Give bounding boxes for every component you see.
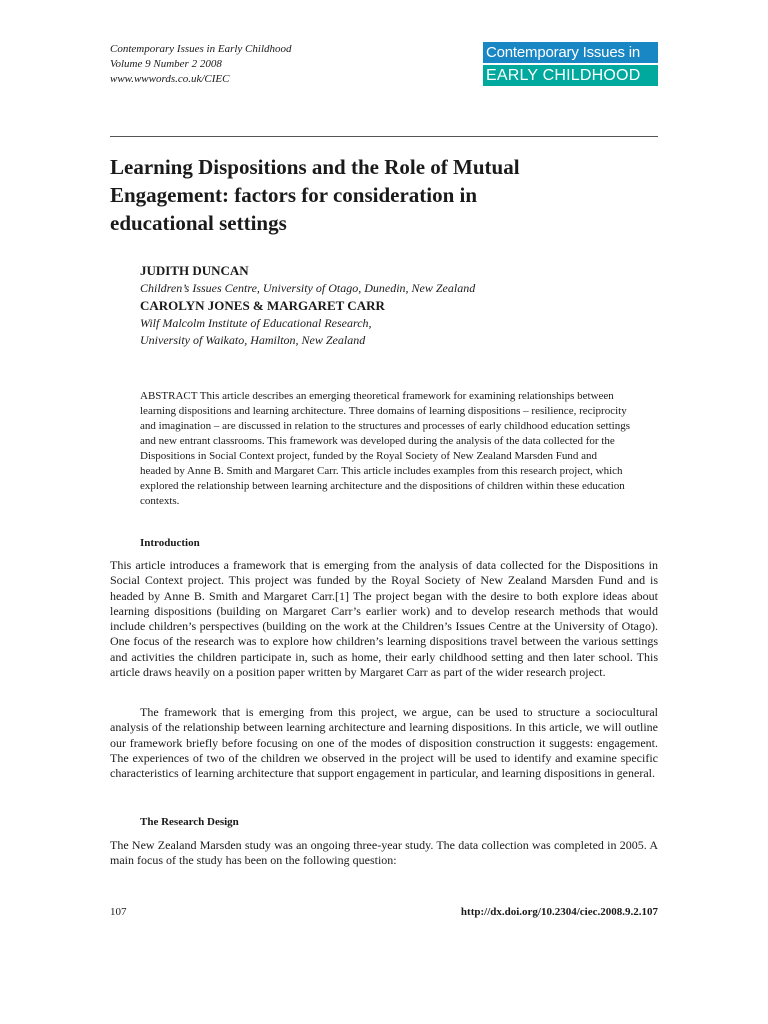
journal-url[interactable]: www.wwwords.co.uk/CIEC bbox=[110, 73, 230, 85]
logo-line-2: EARLY CHILDHOOD bbox=[483, 65, 658, 86]
author-affiliation: University of Waikato, Hamilton, New Zealand bbox=[140, 333, 366, 347]
author-affiliation: Wilf Malcolm Institute of Educational Research, bbox=[140, 316, 372, 330]
section-heading-introduction: Introduction bbox=[140, 537, 200, 549]
header-divider bbox=[110, 136, 658, 137]
author-block bbox=[140, 262, 640, 349]
body-paragraph: The New Zealand Marsden study was an ongoing three-year study. The data collection was completed in 2005. A main focus of the study has been on the following question: bbox=[110, 838, 658, 868]
journal-volume: Volume 9 Number 2 2008 bbox=[110, 58, 222, 70]
doi-link[interactable]: http://dx.doi.org/10.2304/ciec.2008.9.2.107 bbox=[460, 906, 658, 918]
body-paragraph: This article introduces a framework that is emerging from the analysis of data collected for the Dispositions in Social Context project. This project was funded by the Royal Society of New Zealand Marsden Fund and is headed by Anne B. Smith and Margaret Carr.[1] The project began with the desire to both explore ideas about learning dispositions (building on Margaret Carr’s earlier work) and to develop research methods that would include children’s perspectives (building on the work at the Children’s Issues Centre at the University of Otago). One focus of the research was to explore how children’s learning dispositions travel between the various settings and activities the children participate in, such as home, their early childhood setting and then later school. This article draws heavily on a position paper written by Margaret Carr as part of the wider research project. bbox=[110, 558, 658, 680]
author-name: JUDITH DUNCAN bbox=[140, 263, 249, 278]
page-number: 107 bbox=[110, 906, 127, 918]
abstract: ABSTRACT This article describes an emerging theoretical framework for examining relationships between learning dispositions and learning architecture. Three domains of learning dispositions – resilience, reciprocity and imagination – are discussed in relation to the structures and processes of early childhood education settings and new entrant classrooms. This framework was developed during the analysis of the data collected for the Dispositions in Social Context project, funded by the Royal Society of New Zealand Marsden Fund and headed by Anne B. Smith and Margaret Carr. This article includes examples from this research project, which explored the relationship between learning architecture and the dispositions of children within these education contexts. bbox=[140, 390, 630, 507]
author-name: CAROLYN JONES & MARGARET CARR bbox=[140, 298, 385, 313]
logo-line-1: Contemporary Issues in bbox=[483, 42, 658, 63]
article-title: Learning Dispositions and the Role of Mutual Engagement: factors for consideration in educational settings bbox=[110, 155, 520, 235]
section-heading-research-design: The Research Design bbox=[140, 816, 239, 828]
author-affiliation: Children’s Issues Centre, University of Otago, Dunedin, New Zealand bbox=[140, 281, 476, 295]
journal-logo bbox=[483, 42, 658, 86]
journal-name: Contemporary Issues in Early Childhood bbox=[110, 43, 292, 55]
journal-citation bbox=[110, 42, 292, 87]
body-paragraph: The framework that is emerging from this project, we argue, can be used to structure a sociocultural analysis of the relationship between learning architecture and learning dispositions. In this article, we will outline our framework briefly before focusing on one of the modes of disposition construction it suggests: engagement. The experiences of two of the children we observed in the project will be used to identify and examine specific characteristics of learning architecture that support engagement in particular, and learning dispositions in general. bbox=[110, 705, 658, 781]
